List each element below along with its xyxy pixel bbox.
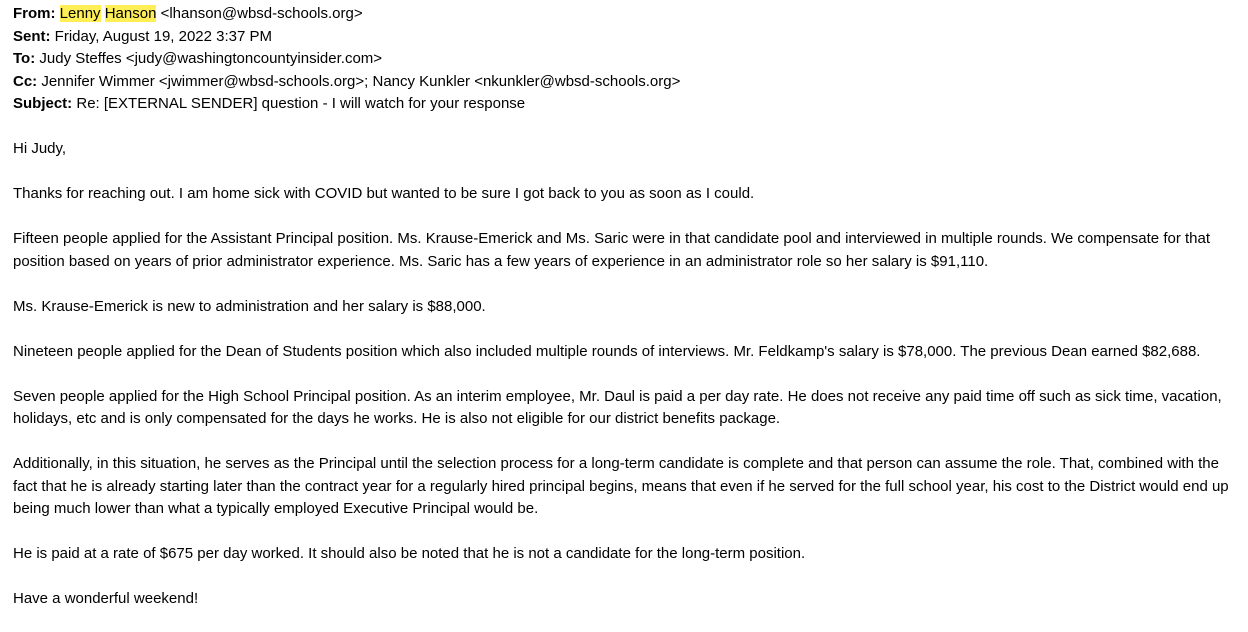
subject-line [13,93,1241,116]
to-line [13,48,1241,71]
from-line [13,3,1241,26]
body-paragraph: Ms. Krause-Emerick is new to administration and her salary is $88,000. [13,297,486,315]
cc-line [13,71,1241,94]
body-paragraph: Seven people applied for the High School Principal position. As an interim employee, Mr. Daul is paid a per day rate. He does not receive any paid time off such as sick time, vacation, holidays, etc and is only compensated for the days he works. He is also not eligible for our district benefits package. [13,387,1222,427]
body-paragraph: Thanks for reaching out. I am home sick with COVID but wanted to be sure I got back to you as soon as I could. [13,185,755,202]
subject-label: Subject: [13,95,73,112]
email-message [13,3,1241,611]
subject-value: Re: [EXTERNAL SENDER] question - I will watch for your response [76,95,526,112]
from-label: From: [13,5,56,22]
greeting: Hi Judy, [13,140,67,157]
closing: Have a wonderful weekend! [13,590,199,607]
sent-line [13,26,1241,49]
cc-label: Cc: [13,72,38,90]
body-paragraph: Additionally, in this situation, he serves as the Principal until the selection process for a long-term candidate is complete and that person can assume the role. That, combined with the fact that he is already starting later than the contract year for a regularly hired principal begins, means that even if he served for the full school year, his cost to the District would end up being much lower than what a typically employed Executive Principal would be. [13,455,1229,517]
cc-value: Jennifer Wimmer <jwimmer@wbsd-schools.org>; Nancy Kunkler <nkunkler@wbsd-schools.org> [41,72,681,90]
to-label: To: [13,50,36,67]
sender-email: <lhanson@wbsd-schools.org> [160,5,363,22]
sender-first-name: Lenny [59,5,101,22]
email-body [13,138,1241,611]
sent-value: Friday, August 19, 2022 3:37 PM [54,27,273,45]
to-value: Judy Steffes <judy@washingtoncountyinsider.com> [39,50,383,67]
body-paragraph: Nineteen people applied for the Dean of Students position which also included multiple rounds of interviews. Mr. Feldkamp's salary is $78,000. The previous Dean earned $82,688. [13,342,1201,360]
body-paragraph: He is paid at a rate of $675 per day worked. It should also be noted that he is not a candidate for the long-term position. [13,545,806,562]
email-header [13,3,1241,116]
sent-label: Sent: [13,27,51,45]
body-paragraph: Fifteen people applied for the Assistant Principal position. Ms. Krause-Emerick and Ms. Saric were in that candidate pool and interviewed in multiple rounds. We compensate for that position based on years of prior administrator experience. Ms. Saric has a few years of experience in an administrator role so her salary is $91,110. [13,230,1211,270]
sender-last-name: Hanson [104,5,157,22]
